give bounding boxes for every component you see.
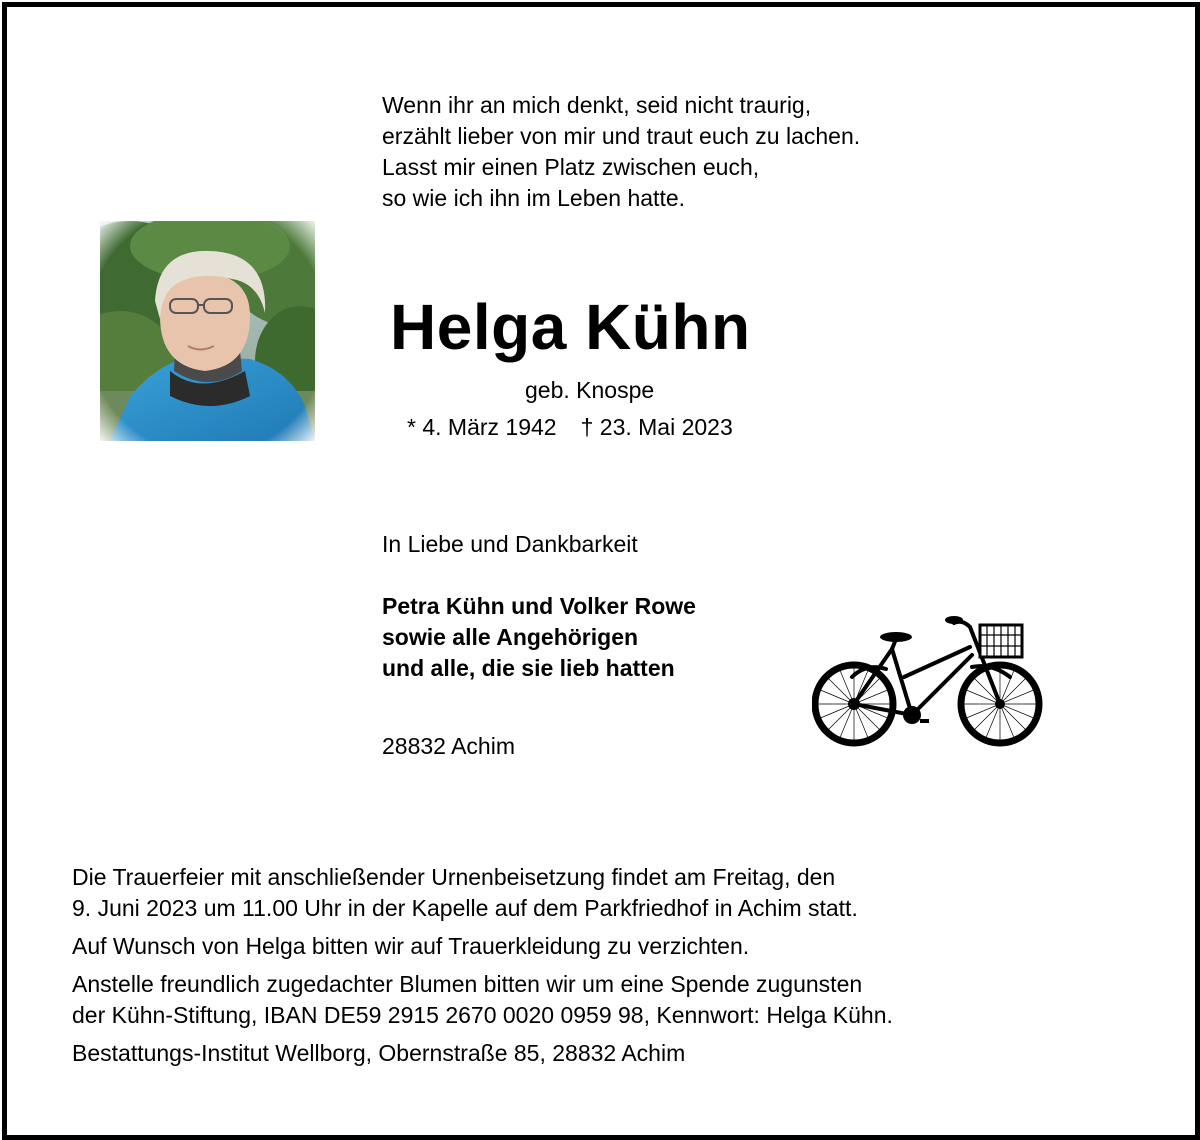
dress-notice: Auf Wunsch von Helga bitten wir auf Trauerkleidung zu verzichten. bbox=[72, 933, 750, 959]
maiden-name: geb. Knospe bbox=[525, 377, 655, 403]
birth-date: * 4. März 1942 bbox=[407, 414, 557, 440]
donation-notice-line: der Kühn-Stiftung, IBAN DE59 2915 2670 0020 0959 98, Kennwort: Helga Kühn. bbox=[72, 1002, 893, 1028]
death-date: † 23. Mai 2023 bbox=[580, 414, 733, 440]
poem bbox=[382, 90, 860, 214]
undertaker-address: Bestattungs-Institut Wellborg, Obernstraße 85, 28832 Achim bbox=[72, 1040, 686, 1066]
poem-line: Wenn ihr an mich denkt, seid nicht traurig, bbox=[382, 92, 812, 118]
obituary-notice bbox=[2, 2, 1200, 1140]
bicycle-icon bbox=[812, 607, 1044, 749]
life-dates bbox=[407, 412, 733, 443]
poem-line: so wie ich ihn im Leben hatte. bbox=[382, 185, 686, 211]
mourner-line: und alle, die sie lieb hatten bbox=[382, 655, 675, 681]
dedication: In Liebe und Dankbarkeit bbox=[382, 531, 638, 557]
poem-line: erzählt lieber von mir und traut euch zu lachen. bbox=[382, 123, 861, 149]
deceased-name: Helga Kühn bbox=[390, 291, 751, 363]
mourner-line: sowie alle Angehörigen bbox=[382, 624, 639, 650]
place: 28832 Achim bbox=[382, 733, 515, 759]
notices bbox=[72, 862, 893, 1076]
funeral-notice-line: Die Trauerfeier mit anschließender Urnenbeisetzung findet am Freitag, den bbox=[72, 864, 836, 890]
portrait-photo bbox=[100, 221, 315, 441]
mourner-line: Petra Kühn und Volker Rowe bbox=[382, 593, 696, 619]
funeral-notice-line: 9. Juni 2023 um 11.00 Uhr in der Kapelle auf dem Parkfriedhof in Achim statt. bbox=[72, 895, 858, 921]
poem-line: Lasst mir einen Platz zwischen euch, bbox=[382, 154, 760, 180]
donation-notice bbox=[72, 969, 893, 1031]
mourners bbox=[382, 591, 696, 684]
donation-notice-line: Anstelle freundlich zugedachter Blumen bitten wir um eine Spende zugunsten bbox=[72, 971, 863, 997]
funeral-notice bbox=[72, 862, 893, 924]
